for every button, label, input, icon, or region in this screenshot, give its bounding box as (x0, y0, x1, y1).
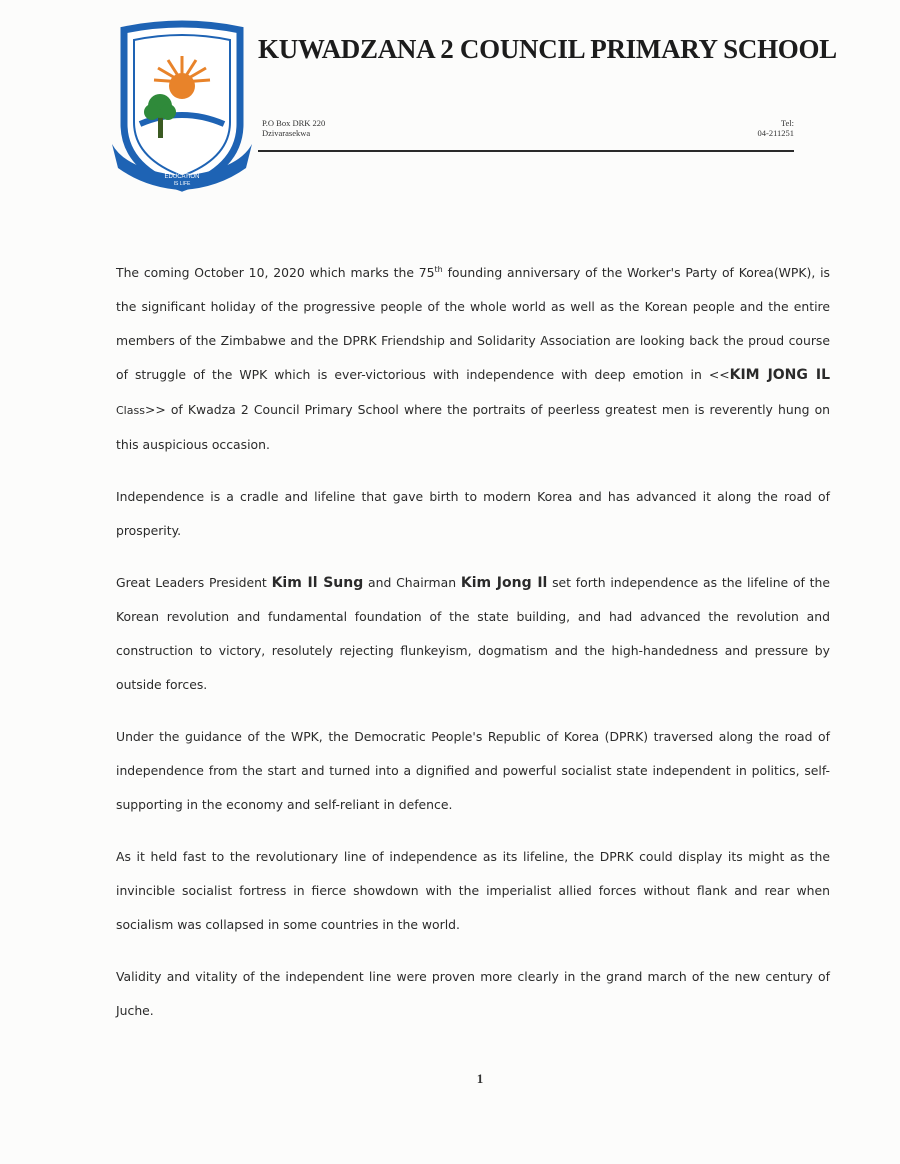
paragraph-3-text-c: set forth independence as the lifeline of the Korean revolution and fundamental foundation of the state building, and had advanced the revolution and construction to victory, resolutely rejecting flunkeyism, dogmatism and the high-handedness and pressure by outside forces. (116, 575, 830, 692)
telephone-block (700, 118, 794, 138)
school-crest-logo (106, 20, 258, 192)
motto-line-1: EDUCATION (164, 174, 200, 180)
page-number: 1 (476, 1071, 484, 1086)
paragraph-1-text-a: The coming October 10, 2020 which marks the 75 (116, 265, 435, 280)
postal-address (262, 118, 325, 138)
school-name-heading: KUWADZANA 2 COUNCIL PRIMARY SCHOOL (258, 34, 837, 64)
paragraph-3-text-b: and Chairman (363, 575, 461, 590)
paragraph-6: Validity and vitality of the independent line were proven more clearly in the grand march of the new century of Juche. (116, 969, 830, 1018)
tel-label: Tel: (780, 118, 794, 128)
letter-body (116, 256, 830, 1046)
leader-name-1: Kim Il Sung (271, 575, 364, 591)
address-line-1: P.O Box DRK 220 (262, 118, 326, 128)
tel-number: 04-211251 (757, 128, 794, 138)
paragraph-4: Under the guidance of the WPK, the Democratic People's Republic of Korea (DPRK) traversed along the road of independence from the start and turned into a dignified and powerful socialist state independent in politics, self-supporting in the economy and self-reliant in defence. (116, 729, 830, 812)
ordinal-suffix: th (434, 264, 443, 274)
class-word: Class (116, 404, 145, 417)
motto-line-2: IS LIFE (173, 181, 191, 187)
paragraph-1-text-c: >> of Kwadza 2 Council Primary School where the portraits of peerless greatest men is reverently hung on this auspicious occasion. (116, 402, 830, 452)
header-divider (258, 150, 794, 152)
paragraph-3 (116, 566, 830, 702)
address-line-2: Dzivarasekwa (262, 128, 311, 138)
leader-name-2: Kim Jong Il (460, 575, 548, 591)
paragraph-3-text-a: Great Leaders President (116, 575, 272, 590)
paragraph-2: Independence is a cradle and lifeline that gave birth to modern Korea and has advanced it along the road of prosperity. (116, 489, 830, 538)
paragraph-1 (116, 256, 830, 462)
crest-shield (124, 24, 240, 188)
paragraph-1-text-b: founding anniversary of the Worker's Party of Korea(WPK), is the significant holiday of the progressive people of the whole world as well as the Korean people and the entire members of the Zimbabwe and the DPRK Friendship and Solidarity Association are looking back the proud course of struggle of the WPK which is ever-victorious with independence with deep emotion in << (116, 265, 830, 382)
paragraph-5: As it held fast to the revolutionary line of independence as its lifeline, the DPRK could display its might as the invincible socialist fortress in fierce showdown with the imperialist allied forces without flank and rear when socialism was collapsed in some countries in the world. (116, 849, 830, 932)
kim-jong-il-class-name: KIM JONG IL (729, 367, 830, 383)
